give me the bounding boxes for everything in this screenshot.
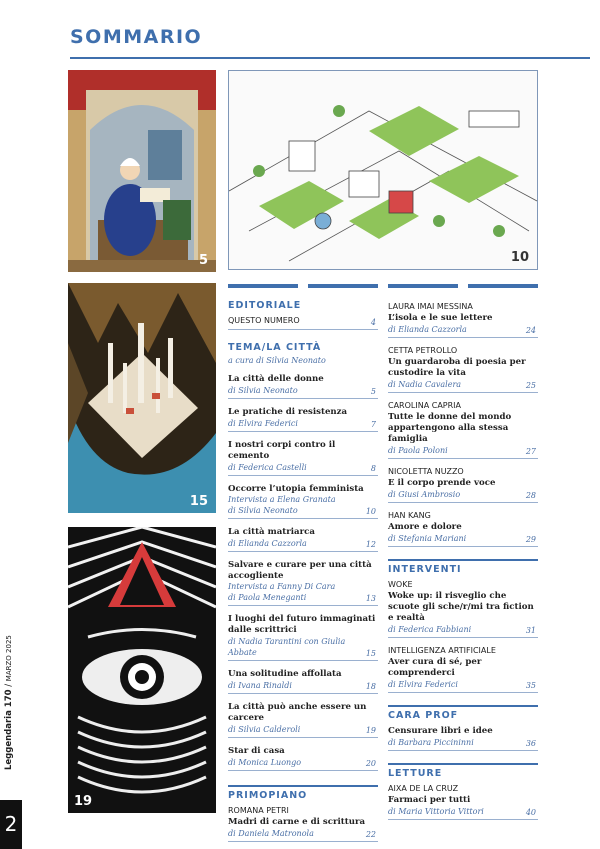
spine (0, 0, 28, 849)
entry-author: di Elvira Federici (228, 419, 298, 428)
entry-title: La città delle donne (228, 374, 324, 384)
entry-page: 31 (525, 626, 536, 635)
entry-page: 20 (365, 759, 376, 768)
entry-subtitle: Intervista a Fanny Di Cara (228, 582, 336, 591)
fantasy-city (68, 283, 216, 513)
entry-author: di Elianda Cazzorla (228, 539, 307, 548)
entry-page: 22 (365, 830, 376, 839)
city-illustration (228, 70, 538, 270)
entry-title: QUESTO NUMERO (228, 316, 300, 325)
entry-author: di Giusi Ambrosio (388, 490, 461, 499)
entry-title: Un guardaroba di poesia per custodire la vita (388, 357, 526, 378)
entry-title: Censurare libri e idee (388, 726, 493, 736)
entry-kicker: INTELLIGENZA ARTIFICIALE (388, 646, 496, 655)
entry-author: di Silvia Calderoli (228, 725, 301, 734)
entry-kicker: AIXA DE LA CRUZ (388, 784, 459, 793)
entry-author: di Stefania Mariani (388, 534, 467, 543)
section-heading-primopiano: PRIMOPIANO (228, 785, 378, 801)
toc-entry[interactable] (388, 782, 538, 820)
toc-entry[interactable] (388, 465, 538, 503)
entry-author: di Paola Meneganti (228, 593, 307, 602)
toc-entry[interactable] (228, 804, 378, 842)
entry-title: Aver cura di sé, per comprenderci (388, 657, 482, 678)
entry-title: I nostri corpi contro il cemento (228, 440, 336, 461)
entry-author: di Silvia Neonato (228, 386, 298, 395)
toc-entry[interactable] (228, 612, 378, 661)
toc-entry[interactable] (388, 724, 538, 751)
entry-title: La città matriarca (228, 527, 315, 537)
entry-page: 24 (525, 326, 536, 335)
toc-entry[interactable] (228, 667, 378, 694)
divider-bar (468, 284, 538, 288)
entry-author: di Paola Poloni (388, 446, 448, 455)
image-number: 5 (198, 253, 208, 268)
section-heading-interventi: INTERVENTI (388, 559, 538, 575)
entry-author: di Nadia Cavalera (388, 380, 462, 389)
entry-page: 15 (365, 649, 376, 658)
entry-author: di Nadia Tarantini con Giulia Abbate (228, 637, 346, 657)
entry-page: 28 (525, 491, 536, 500)
title-rule (70, 57, 590, 59)
entry-title: L’isola e le sue lettere (388, 313, 493, 323)
entry-page: 29 (525, 535, 536, 544)
entry-author: di Silvia Neonato (228, 506, 298, 515)
section-heading-editoriale: EDITORIALE (228, 300, 302, 311)
entry-title: La città può anche essere un carcere (228, 702, 367, 723)
toc-column-1 (228, 300, 378, 848)
toc-entry[interactable] (228, 438, 378, 476)
entry-page: 5 (370, 387, 376, 396)
entry-title: Le pratiche di resistenza (228, 407, 348, 417)
section-heading-caraprof: CARA PROF (388, 705, 538, 721)
entry-title: Tutte le donne del mondo appartengono alla stessa famiglia (388, 412, 512, 444)
entry-author: di Elvira Federici (388, 680, 458, 689)
section-heading-tema: TEMA/LA CITTÀ (228, 342, 322, 353)
entry-author: di Maria Vittoria Vittori (388, 807, 484, 816)
entry-page: 36 (525, 739, 536, 748)
entry-title: E il corpo prende voce (388, 478, 496, 488)
entry-page: 27 (525, 447, 536, 456)
entry-title: Madri di carne e di scrittura (228, 817, 366, 827)
entry-author: di Monica Luongo (228, 758, 302, 767)
entry-page: 12 (365, 540, 376, 549)
page-title: SOMMARIO (70, 26, 203, 48)
toc-entry[interactable] (228, 525, 378, 552)
toc-entry[interactable] (388, 300, 538, 338)
section-subtitle: a cura di Silvia Neonato (228, 356, 326, 365)
entry-title: Salvare e curare per una città accogliente (228, 560, 372, 581)
toc-column-2 (388, 300, 538, 826)
toc-entry[interactable] (388, 344, 538, 393)
entry-author: di Elianda Cazzorla (388, 325, 467, 334)
divider-bar (388, 284, 458, 288)
entry-kicker: CETTA PETROLLO (388, 346, 458, 355)
toc-entry[interactable] (228, 314, 378, 330)
section-heading-letture: LETTURE (388, 763, 538, 779)
image-number: 10 (510, 250, 529, 265)
entry-author: di Federica Fabbiani (388, 625, 472, 634)
entry-title: Woke up: il risveglio che scuote gli sche/r/mi tra fiction e realtà (388, 591, 534, 623)
entry-page: 35 (525, 681, 536, 690)
entry-kicker: HAN KANG (388, 511, 431, 520)
entry-page: 4 (370, 318, 376, 327)
page-number: 2 (0, 800, 22, 849)
entry-subtitle: Intervista a Elena Granata (228, 495, 336, 504)
entry-kicker: LAURA IMAI MESSINA (388, 302, 473, 311)
image-number: 15 (189, 494, 208, 509)
entry-title: I luoghi del futuro immaginati dalle scrittrici (228, 614, 376, 635)
divider-bar (308, 284, 378, 288)
entry-title: Star di casa (228, 746, 285, 756)
toc-entry[interactable] (388, 644, 538, 693)
entry-author: di Ivana Rinaldi (228, 681, 292, 690)
toc-entry[interactable] (388, 509, 538, 547)
entry-kicker: ROMANA PETRI (228, 806, 289, 815)
toc-entry[interactable] (228, 372, 378, 399)
toc-entry[interactable] (228, 558, 378, 606)
entry-page: 40 (525, 808, 536, 817)
entry-page: 7 (370, 420, 376, 429)
entry-page: 13 (365, 594, 376, 603)
divider-bar (228, 284, 298, 288)
entry-page: 25 (525, 381, 536, 390)
entry-author: di Barbara Piccininni (388, 738, 474, 747)
entry-author: di Federica Castelli (228, 463, 307, 472)
entry-title: Farmaci per tutti (388, 795, 471, 805)
entry-kicker: NICOLETTA NUZZO (388, 467, 464, 476)
entry-title: Amore e dolore (388, 522, 462, 532)
image-number: 19 (74, 794, 93, 809)
entry-page: 18 (365, 682, 376, 691)
toc-entry[interactable] (228, 744, 378, 771)
spine-magazine: Leggendaria 170 / MARZO 2025 (4, 635, 14, 770)
entry-page: 19 (365, 726, 376, 735)
entry-kicker: WOKE (388, 580, 413, 589)
entry-title: Occorre l’utopia femminista (228, 484, 364, 494)
entry-page: 10 (365, 507, 376, 516)
toc-entry[interactable] (228, 700, 378, 738)
entry-author: di Daniela Matronola (228, 829, 314, 838)
toc-entry[interactable] (228, 405, 378, 432)
eye-pyramid-art (68, 527, 216, 813)
toc-entry[interactable] (228, 482, 378, 519)
entry-page: 8 (370, 464, 376, 473)
entry-kicker: CAROLINA CAPRIA (388, 401, 462, 410)
miniature-woman-reading (68, 70, 216, 272)
toc-entry[interactable] (388, 578, 538, 638)
entry-title: Una solitudine affollata (228, 669, 342, 679)
toc-entry[interactable] (388, 399, 538, 459)
